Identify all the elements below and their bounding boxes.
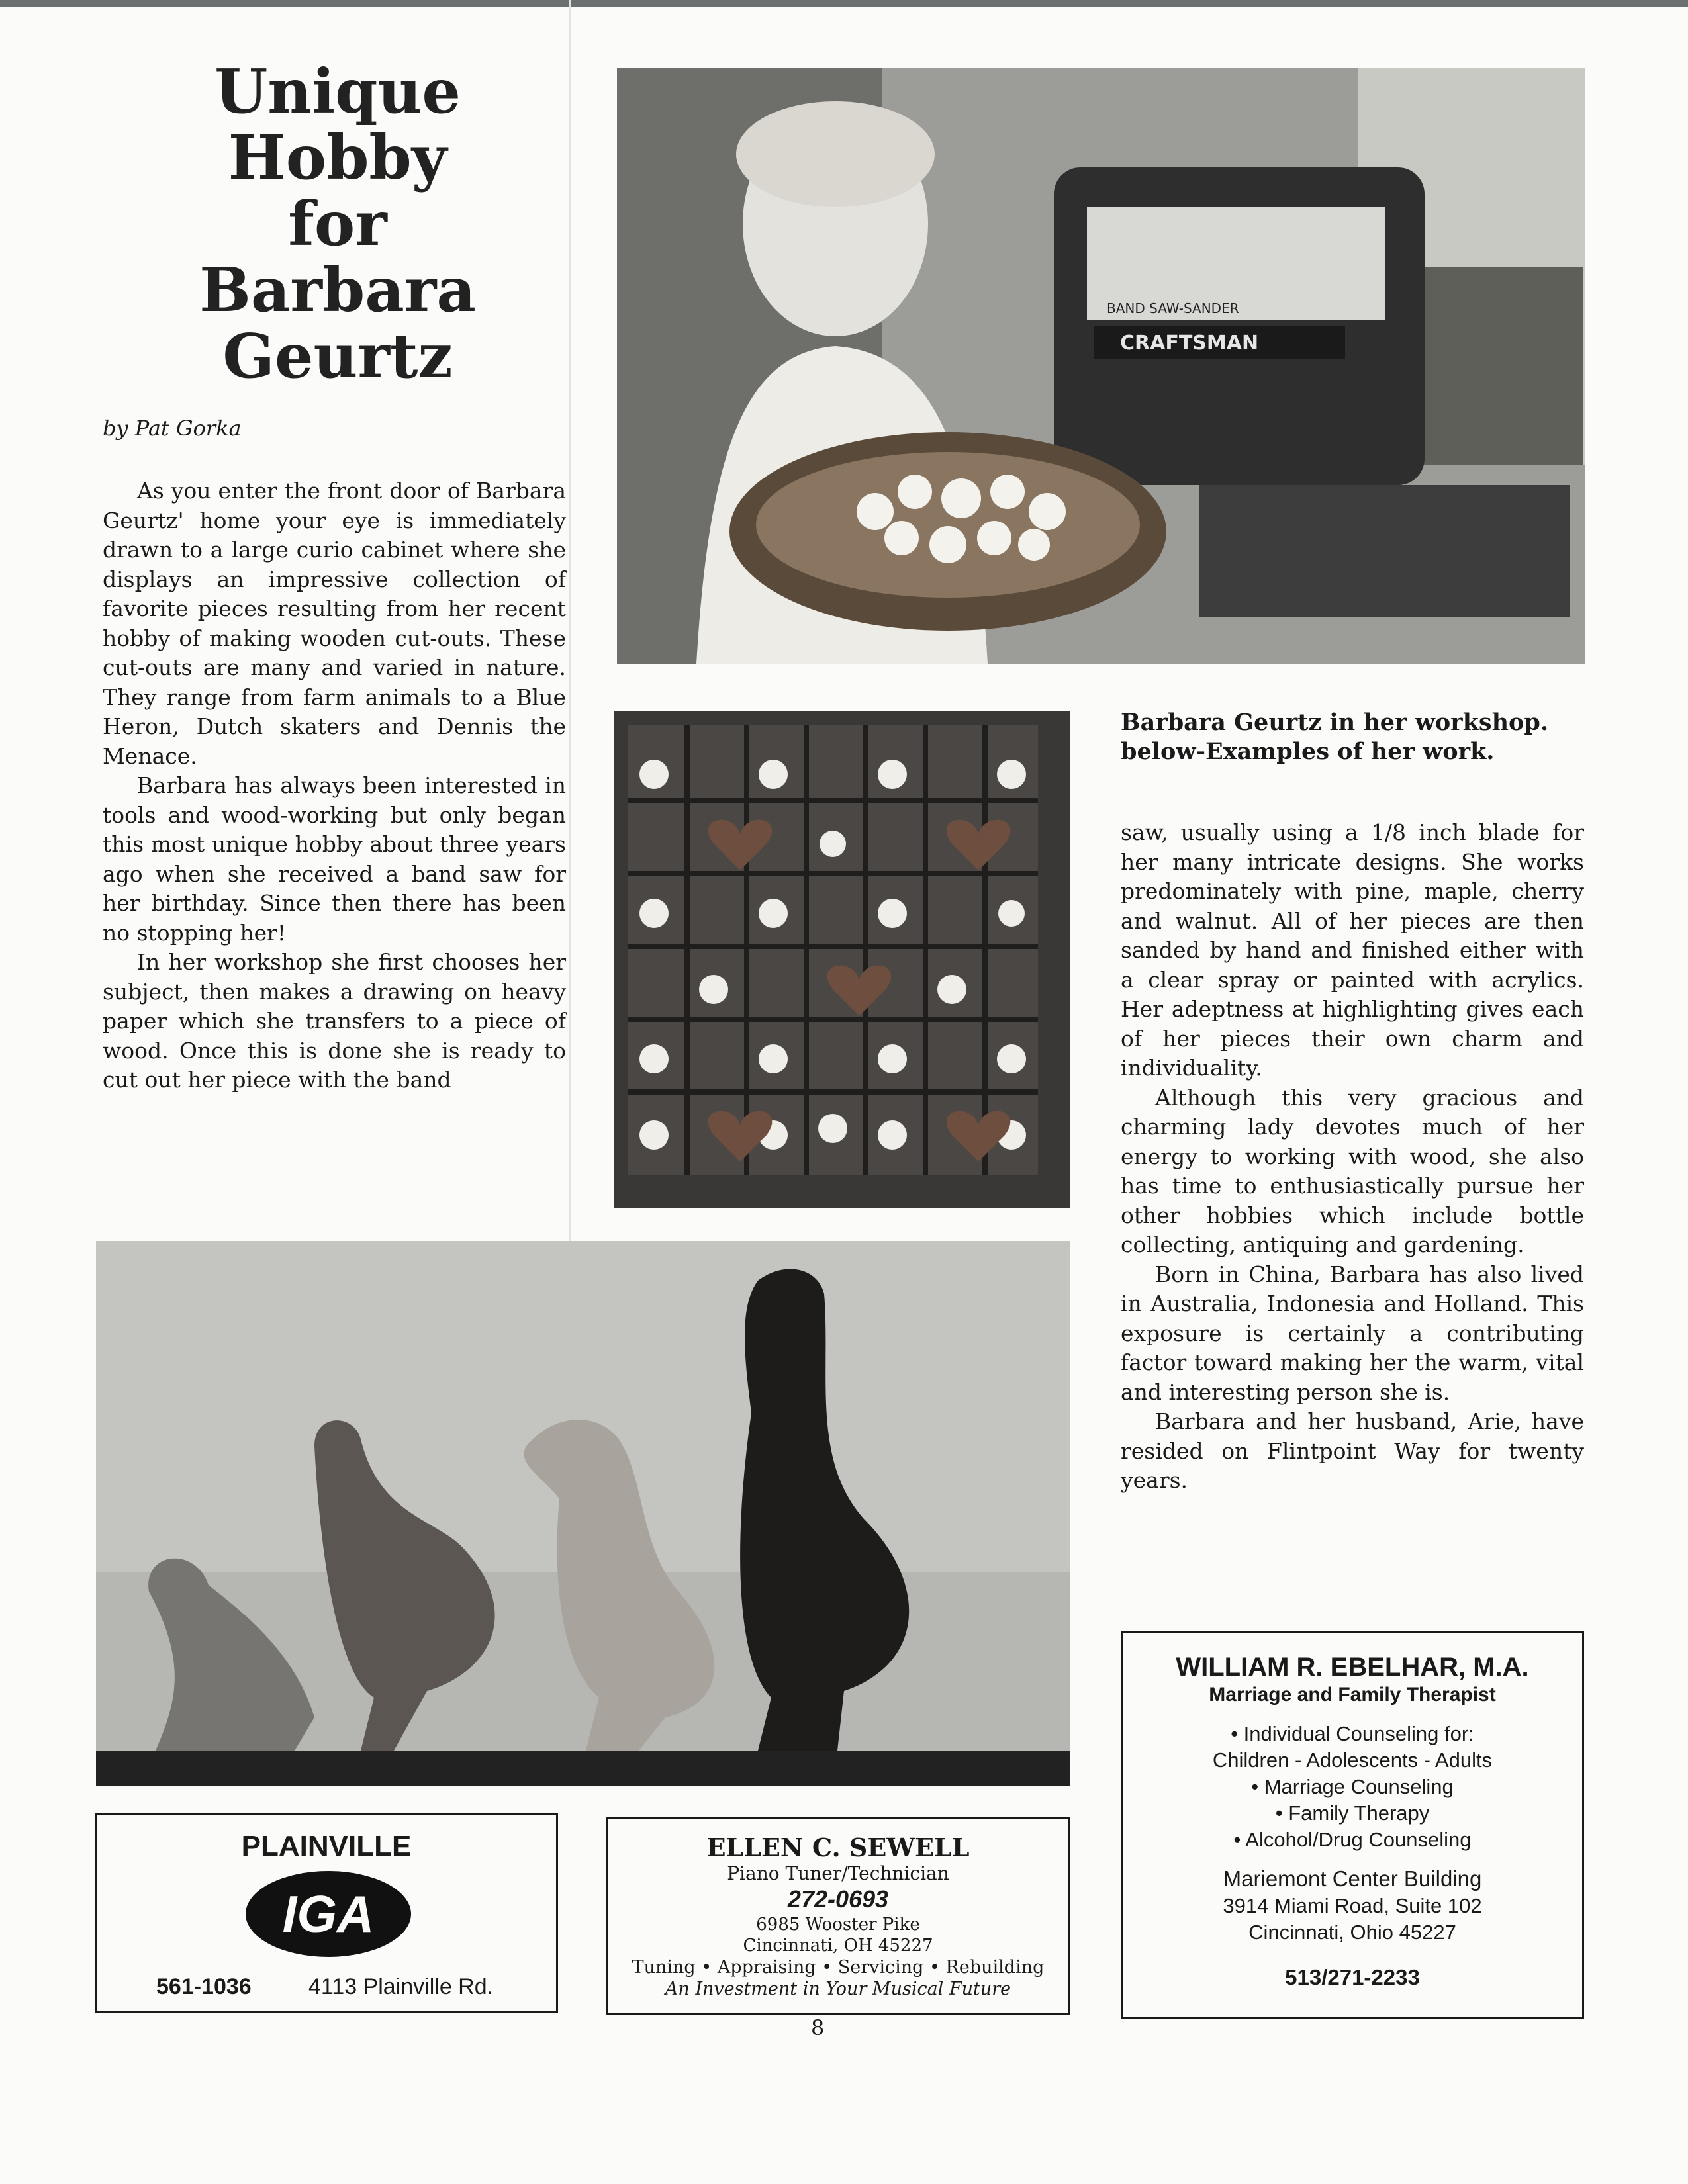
curio-shelf-illustration — [614, 711, 1070, 1208]
ad-slogan: An Investment in Your Musical Future — [665, 1979, 1011, 1999]
saw-model-label: BAND SAW-SANDER — [1107, 300, 1239, 316]
article-paragraph: Although this very gracious and charming lady devotes much of her energy to working with wood, she also has time to enthusiastically pursue her other hobbies which include bottle collecting, antiquing and gardening. — [1121, 1084, 1584, 1257]
title-line: Hobby — [228, 122, 447, 193]
ad-service-line: • Family Therapy — [1275, 1801, 1430, 1825]
article-paragraph: Barbara and her husband, Arie, have resided on Flintpoint Way for twenty years. — [1121, 1408, 1584, 1493]
title-line: Unique — [214, 56, 461, 127]
saw-brand-label: CRAFTSMAN — [1120, 332, 1259, 355]
curio-shelf-photo — [614, 711, 1070, 1208]
ad-phone: 513/271-2233 — [1285, 1965, 1420, 1989]
title-line: Geurtz — [222, 320, 453, 392]
article-left-column — [103, 477, 566, 1095]
article-paragraph: Barbara has always been interested in tools and wood-working but only began this most unique hobby about three years ago when she received a band saw for her birthday. Since then there has been no stopping her! — [103, 772, 566, 946]
iga-logo — [246, 1871, 411, 1957]
ad-service-line: • Alcohol/Drug Counseling — [1233, 1828, 1472, 1851]
article-paragraph: In her workshop she first chooses her subject, then makes a drawing on heavy paper which she transfers to a piece of wood. Once this is done she is ready to cut out her piece with the band — [103, 949, 566, 1093]
ad-store-name: PLAINVILLE — [241, 1830, 412, 1862]
caption-line: below-Examples of her work. — [1121, 738, 1495, 765]
article-paragraph: saw, usually using a 1/8 inch blade for her many intricate designs. She works predominately with pine, maple, cherry and walnut. All of her pieces are then sanded by hand and finished either with a clear spray or painted with acrylics. Her adeptness at highlighting gives each of her pieces their own charm and individuality. — [1121, 819, 1584, 1081]
ad-phone: 272-0693 — [787, 1886, 889, 1913]
caption-line: Barbara Geurtz in her workshop. — [1121, 709, 1549, 736]
ad-city: Cincinnati, Ohio 45227 — [1248, 1921, 1456, 1944]
article-paragraph: As you enter the front door of Barbara Geurtz' home your eye is immediately drawn to a large curio cabinet where she displays an impressive collection of favorite pieces resulting from her recent hobby of making wooden cut-outs. These cut-outs are many and varied in nature. They range from farm animals to a Blue Heron, Dutch skaters and Dennis the Menace. — [103, 478, 566, 769]
article-paragraph: Born in China, Barbara has also lived in Australia, Indonesia and Holland. This exposure is certainly a contributing factor toward making her the warm, vital and interesting person she is. — [1121, 1261, 1584, 1405]
ad-title: Marriage and Family Therapist — [1209, 1684, 1496, 1706]
photo-caption — [1121, 708, 1584, 766]
bird-cutouts-illustration — [96, 1241, 1070, 1786]
page-gutter-shadow — [569, 0, 571, 1257]
ad-ellen-sewell — [606, 1817, 1070, 2015]
ad-phone: 561-1036 — [156, 1974, 252, 1999]
ad-building: Mariemont Center Building — [1223, 1866, 1482, 1891]
workshop-photo — [617, 68, 1585, 664]
ad-name: WILLIAM R. EBELHAR, M.A. — [1176, 1653, 1529, 1682]
ad-services: Tuning • Appraising • Servicing • Rebuilding — [632, 1957, 1045, 1978]
ad-street: 3914 Miami Road, Suite 102 — [1223, 1894, 1482, 1917]
article-title — [132, 56, 543, 392]
ad-service-line: Children - Adolescents - Adults — [1212, 1749, 1493, 1772]
iga-logo-text: IGA — [282, 1885, 375, 1943]
ad-street: 6985 Wooster Pike — [756, 1915, 920, 1934]
ad-name: ELLEN C. SEWELL — [706, 1833, 970, 1862]
ad-service-line: • Marriage Counseling — [1251, 1775, 1454, 1798]
ad-plainville-iga — [95, 1813, 558, 2013]
ad-city: Cincinnati, OH 45227 — [743, 1936, 933, 1956]
byline: by Pat Gorka — [103, 416, 242, 441]
ad-william-ebelhar — [1121, 1631, 1584, 2019]
title-line: Barbara — [199, 254, 476, 326]
workshop-photo-illustration — [617, 68, 1585, 664]
ad-address: 4113 Plainville Rd. — [308, 1974, 494, 1999]
bird-cutouts-photo — [96, 1241, 1070, 1786]
article-right-column — [1121, 818, 1584, 1496]
ad-service-line: • Individual Counseling for: — [1231, 1722, 1474, 1745]
ad-title: Piano Tuner/Technician — [727, 1862, 949, 1884]
page-top-rule — [0, 0, 1688, 7]
page-number: 8 — [811, 2015, 825, 2040]
title-line: for — [288, 188, 387, 259]
